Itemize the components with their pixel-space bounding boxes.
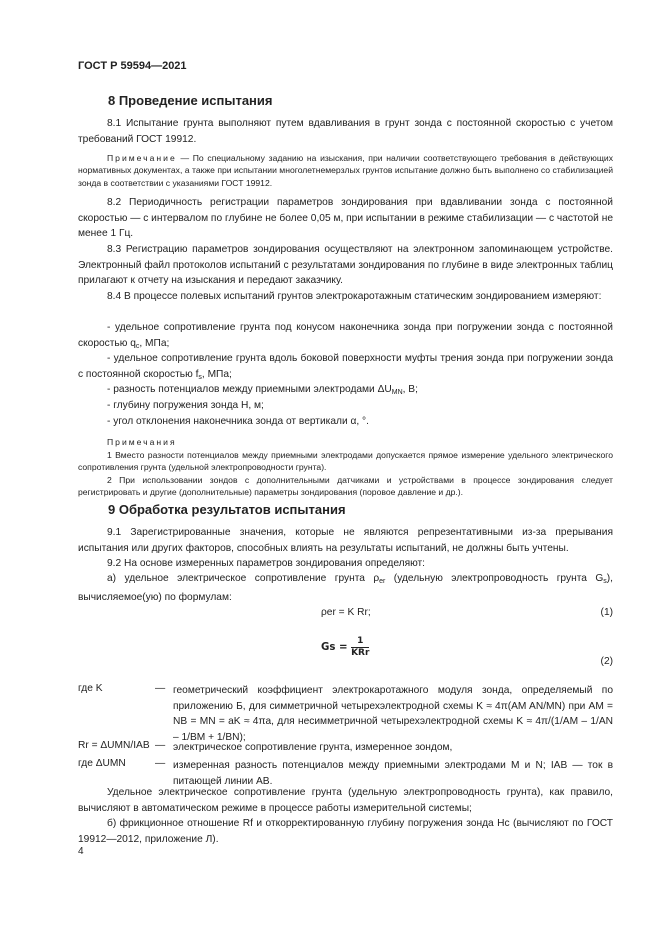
def-2-text: электрическое сопротивление грунта, измеренное зондом, bbox=[173, 742, 453, 753]
note-1-text: — По специальному заданию на изыскания, при наличии соответствующего требования в действующих нормативных документах, а также при испытании многолетнемерзлых грунтов испытание должно быть выполнено со стабилизацией зонда в соответствии с указаниями ГОСТ 19912. bbox=[78, 153, 613, 188]
para-9-2a-text: а) удельное электрическое сопротивление грунта ρ bbox=[107, 573, 380, 584]
def-3-dash: — bbox=[155, 758, 166, 769]
formula-2-denominator: KRr bbox=[351, 648, 370, 658]
page-number: 4 bbox=[78, 846, 84, 857]
def-1-text: геометрический коэффициент электрокаротажного модуля зонда, определяемый по приложению Б, для симметричной четырехэлектродной схемы K ≈ 4π(AM AN/MN) при AM = NB = MN = aK ≈ 4πa, для несимметричной четырехэлектродной схемы K ≈ 4π/(1/AM – 1/AN – 1/BM + 1/BN); bbox=[173, 685, 613, 743]
para-8-4: 8.4 В процессе полевых испытаний грунтов электрокаротажным статическим зондированием измеряют: bbox=[107, 291, 602, 302]
list-item-3-sub: MN bbox=[391, 389, 403, 396]
para-9-2a bbox=[78, 571, 613, 605]
note-item-2: 2 При использовании зондов с дополнительными датчиками и устройствами в процессе зондирования следует регистрировать и другие (дополнительные) параметры зондирования (поровое давление и др.). bbox=[78, 475, 613, 498]
formula-2-fraction bbox=[351, 636, 369, 659]
formula-2-numerator: 1 bbox=[351, 636, 369, 648]
para-8-2: 8.2 Периодичность регистрации параметров зондирования при вдавливании зонда с постоянной скоростью — с интервалом по глубине не более 0,05 м, при испытании в режиме стабилизации — с частотой не менее 1 Гц. bbox=[78, 197, 613, 240]
def-1-dash: — bbox=[155, 683, 166, 694]
def-1-label: где K bbox=[78, 683, 103, 694]
list-item-1-sub: c bbox=[135, 342, 140, 350]
formula-2-lhs: Gs = bbox=[321, 642, 348, 653]
para-9-2: 9.2 На основе измеренных параметров зондирования определяют: bbox=[107, 558, 426, 569]
note-1-label: Примечание bbox=[107, 153, 177, 163]
note-item-1: 1 Вместо разности потенциалов между приемными электродами допускается прямое измерение удельного электрического сопротивления грунта (удельной электропроводности грунта). bbox=[78, 450, 613, 473]
list-item-1-end: , МПа; bbox=[139, 337, 170, 349]
formula-2 bbox=[321, 636, 369, 659]
def-2-dash: — bbox=[155, 740, 166, 751]
formula-2-number: (2) bbox=[600, 656, 613, 667]
para-9-2a-sub: er bbox=[379, 578, 386, 585]
list-item-3-end: , В; bbox=[402, 384, 418, 395]
list-item-5: - угол отклонения наконечника зонда от вертикали α, °. bbox=[107, 416, 369, 427]
para-9-2a-mid: (удельную электропроводность грунта G bbox=[385, 573, 604, 584]
def-3-text: измеренная разность потенциалов между приемными электродами M и N; IAB — ток в питающей линии AB. bbox=[173, 760, 613, 787]
def-3-label: где ΔUMN bbox=[78, 758, 126, 769]
para-8-3: 8.3 Регистрацию параметров зондирования осуществляют на электронном запоминающем устройстве. Электронный файл протоколов испытаний с результатами зондирования по глубине в виде электронных таблиц прилагают к отчету на изыскания и передают заказчику. bbox=[78, 244, 613, 287]
section-9-title: 9 Обработка результатов испытания bbox=[108, 502, 346, 517]
para-final: Удельное электрическое сопротивление грунта (удельную электропроводность грунта), как правило, вычисляют в автоматическом режиме в процессе работы измерительной системы; bbox=[78, 787, 613, 814]
section-8-title: 8 Проведение испытания bbox=[108, 93, 273, 108]
list-item-2-sub: s bbox=[198, 373, 202, 381]
list-item-2-end: , МПа; bbox=[201, 368, 232, 380]
para-9-2a-sub2: s bbox=[603, 578, 607, 585]
para-9-2a-end: ), вычисляемое(ую) по формулам: bbox=[78, 573, 613, 603]
para-8-1: 8.1 Испытание грунта выполняют путем вдавливания в грунт зонда с постоянной скоростью с учетом требований ГОСТ 19912. bbox=[78, 118, 613, 145]
para-9-1: 9.1 Зарегистрированные значения, которые не являются репрезентативными из-за прерывания испытания или других факторов, способных влиять на результаты испытаний, не должны быть учтены. bbox=[78, 527, 613, 554]
list-item-4: - глубину погружения зонда H, м; bbox=[107, 400, 264, 411]
note-1 bbox=[78, 152, 613, 189]
document-header: ГОСТ Р 59594—2021 bbox=[78, 60, 187, 72]
formula-1: ρer = K Rr; bbox=[321, 607, 371, 618]
list-item-1 bbox=[78, 320, 613, 354]
list-item-3-text: - разность потенциалов между приемными электродами ΔU bbox=[107, 384, 392, 395]
def-2-label: Rr = ΔUMN/IAB bbox=[78, 740, 150, 751]
list-item-2-text: - удельное сопротивление грунта вдоль боковой поверхности муфты трения зонда при погружении зонда с постоянной скоростью f bbox=[78, 353, 613, 380]
list-item-2 bbox=[78, 351, 613, 385]
notes-label: Примечания bbox=[107, 437, 177, 447]
para-b: б) фрикционное отношение Rf и откорректированную глубину погружения зонда Hc (вычисляют по ГОСТ 19912—2012, приложение Л). bbox=[78, 818, 613, 845]
list-item-1-text: - удельное сопротивление грунта под конусом наконечника зонда при погружении зонда с постоянной скоростью q bbox=[78, 322, 613, 349]
formula-1-number: (1) bbox=[600, 607, 613, 618]
